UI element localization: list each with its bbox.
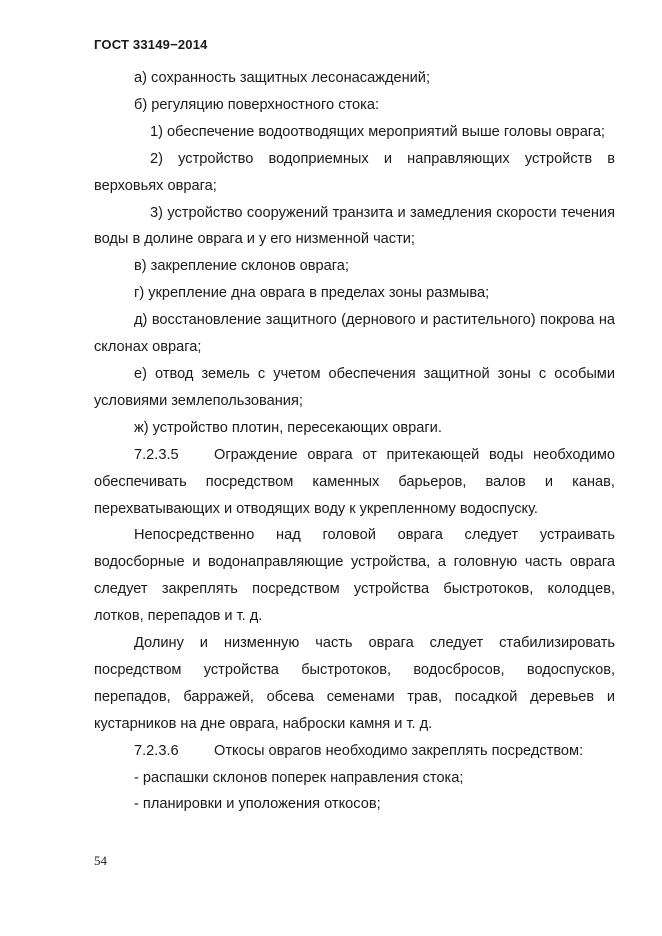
dash-item-slopes: - планировки и уположения откосов; [134, 796, 381, 813]
sub-item-3: 3) устройство сооружений транзита и замедления скорости течения воды в долине оврага и у его низменной части; [94, 204, 615, 248]
list-item-g: г) укрепление дна оврага в пределах зоны размыва; [134, 285, 490, 302]
list-item-b: б) регуляцию поверхностного стока: [134, 96, 380, 113]
clause-text: Ограждение оврага от притекающей воды необходимо обеспечивать посредством каменных барьеров, валов и канав, перехватывающих и отводящих воду к укрепленному водоспуску. [94, 446, 615, 517]
clause-7-2-3-6 [94, 738, 615, 765]
clause-number: 7.2.3.6 [134, 742, 179, 759]
sub-item-2: 2) устройство водоприемных и направляющих устройств в верховьях оврага; [94, 150, 615, 194]
dash-item-plowing: - распашки склонов поперек направления стока; [134, 769, 464, 786]
list-item-d: д) восстановление защитного (дернового и растительного) покрова на склонах оврага; [94, 312, 615, 356]
list-item-zh: ж) устройство плотин, пересекающих овраги. [134, 419, 442, 436]
clause-text: Откосы оврагов необходимо закреплять посредством: [214, 742, 584, 759]
list-item-v: в) закрепление склонов оврага; [134, 258, 349, 275]
document-body [94, 65, 615, 818]
paragraph-head-of-ravine: Непосредственно над головой оврага следует устраивать водосборные и водонаправляющие устройства, а головную часть оврага следует закреплять посредством устройства быстротоков, колодцев, лотков, перепадов и т. д. [94, 527, 615, 625]
list-item-a: а) сохранность защитных лесонасаждений; [134, 70, 431, 86]
clause-7-2-3-5 [94, 442, 615, 523]
clause-number: 7.2.3.5 [134, 446, 179, 463]
standard-header: ГОСТ 33149−2014 [94, 37, 208, 52]
page-number: 54 [94, 853, 107, 868]
list-item-e: е) отвод земель с учетом обеспечения защитной зоны с особыми условиями землепользования; [94, 365, 615, 409]
sub-item-1: 1) обеспечение водоотводящих мероприятий выше головы оврага; [150, 123, 605, 140]
paragraph-valley: Долину и низменную часть оврага следует стабилизировать посредством устройства быстротоков, водосбросов, водоспусков, перепадов, барражей, обсева семенами трав, посадкой деревьев и кустарников на дне оврага, наброски камня и т. д. [94, 635, 615, 732]
